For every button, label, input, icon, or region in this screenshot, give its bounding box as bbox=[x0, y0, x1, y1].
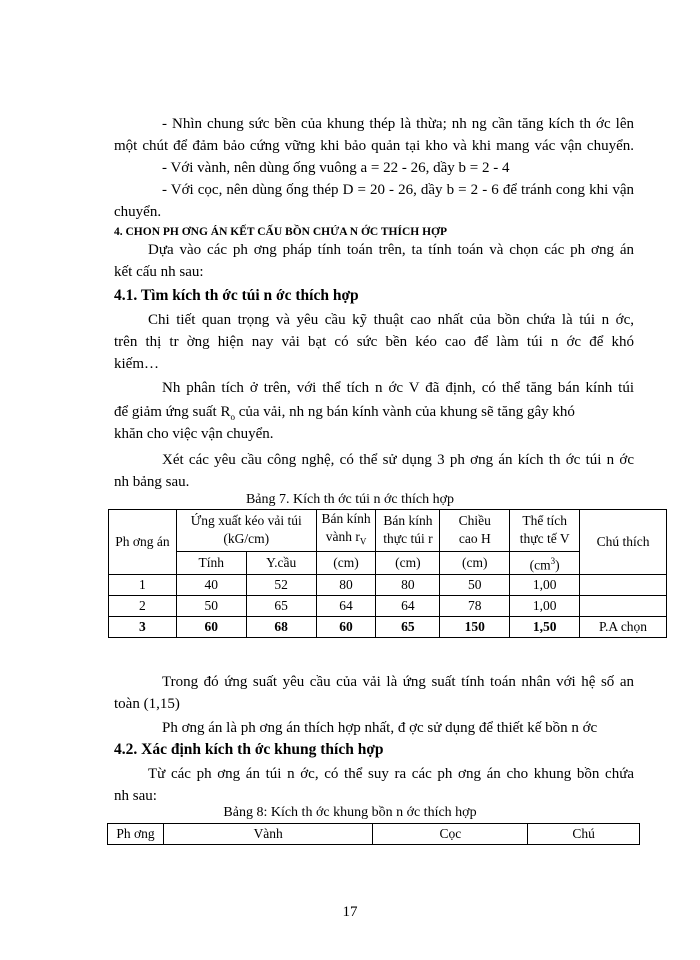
table-cell bbox=[580, 596, 667, 617]
section-heading-4-2: 4.2. Xác định kích th ớc khung thích hợp bbox=[114, 741, 384, 758]
header-cell: Chú bbox=[528, 824, 640, 845]
header-cell bbox=[376, 510, 440, 552]
table-cell: 80 bbox=[376, 575, 440, 596]
header-text: ) bbox=[555, 557, 560, 573]
paragraph-line: một chút để đảm bảo cứng vững khi bảo quản tại kho và khi mang vác vận chuyển. bbox=[114, 138, 634, 154]
header-cell: Vành bbox=[163, 824, 373, 845]
header-cell: Tính bbox=[176, 551, 246, 575]
table-header-row bbox=[108, 824, 640, 845]
subscript: V bbox=[359, 536, 367, 547]
table-cell: 150 bbox=[440, 617, 510, 638]
table-row bbox=[109, 596, 667, 617]
header-cell: (cm) bbox=[316, 551, 376, 575]
header-cell: Ph ơng án bbox=[109, 510, 177, 575]
table-cell: 1,50 bbox=[510, 617, 580, 638]
paragraph-line: Dựa vào các ph ơng pháp tính toán trên, ta tính toán và chọn các ph ơng án bbox=[148, 242, 634, 258]
paragraph-line: Xét các yêu cầu công nghệ, có thể sử dụng 3 ph ơng án kích th ớc túi n ớc bbox=[162, 452, 634, 468]
table-cell: 60 bbox=[316, 617, 376, 638]
table-cell: 65 bbox=[246, 596, 316, 617]
header-cell: Y.cầu bbox=[246, 551, 316, 575]
superscript: 3 bbox=[550, 555, 556, 566]
table-cell: 1,00 bbox=[510, 575, 580, 596]
table-cell: 3 bbox=[109, 617, 177, 638]
table-caption: Bảng 7. Kích th ớc túi n ớc thích hợp bbox=[245, 492, 455, 507]
header-text: (kG/cm) bbox=[223, 531, 270, 547]
paragraph-line: Chi tiết quan trọng và yêu cầu kỹ thuật cao nhất của bồn chứa là túi n ớc, bbox=[148, 312, 634, 328]
page-number: 17 bbox=[342, 904, 358, 920]
table-row bbox=[109, 575, 667, 596]
paragraph-line: nh sau: bbox=[114, 788, 157, 804]
paragraph-line: kết cấu nh sau: bbox=[114, 264, 204, 280]
table-8 bbox=[107, 823, 640, 845]
subscript: o bbox=[230, 412, 235, 422]
table-cell: 64 bbox=[376, 596, 440, 617]
table-cell: 80 bbox=[316, 575, 376, 596]
header-cell bbox=[176, 510, 316, 552]
header-cell: Chú thích bbox=[580, 510, 667, 575]
header-cell bbox=[510, 510, 580, 552]
table-row-selected bbox=[109, 617, 667, 638]
paragraph-line: khăn cho việc vận chuyển. bbox=[114, 426, 274, 442]
paragraph-line: - Với vành, nên dùng ống vuông a = 22 - 26, dầy b = 2 - 4 bbox=[162, 160, 510, 176]
paragraph-line: Trong đó ứng suất yêu cầu của vải là ứng suất tính toán nhân với hệ số an bbox=[162, 674, 634, 690]
section-heading-4-1: 4.1. Tìm kích th ớc túi n ớc thích hợp bbox=[114, 287, 359, 304]
header-text: vành r bbox=[325, 529, 360, 544]
text-run: của vải, nh ng bán kính vành của khung sẽ tăng gây khó bbox=[234, 404, 575, 420]
header-cell bbox=[510, 551, 580, 575]
header-text: thực tế V bbox=[519, 531, 570, 547]
table-cell: 52 bbox=[246, 575, 316, 596]
table-cell: 60 bbox=[176, 617, 246, 638]
header-text: Bán kính bbox=[321, 511, 371, 526]
paragraph-line: - Với cọc, nên dùng ống thép D = 20 - 26, dầy b = 2 - 6 để tránh cong khi vận bbox=[162, 182, 634, 198]
paragraph-line: toàn (1,15) bbox=[114, 696, 180, 712]
paragraph-line: Nh phân tích ở trên, với thể tích n ớc V đã định, có thể tăng bán kính túi bbox=[162, 380, 634, 396]
table-caption: Bảng 8: Kích th ớc khung bồn n ớc thích hợp bbox=[223, 805, 477, 820]
table-cell: 1 bbox=[109, 575, 177, 596]
header-cell: (cm) bbox=[376, 551, 440, 575]
table-cell: 65 bbox=[376, 617, 440, 638]
paragraph-line: chuyển. bbox=[114, 204, 162, 220]
paragraph-line: kiếm… bbox=[114, 356, 159, 372]
header-cell: Ph ơng bbox=[108, 824, 164, 845]
table-cell: 50 bbox=[176, 596, 246, 617]
table-cell: 1,00 bbox=[510, 596, 580, 617]
table-cell: P.A chọn bbox=[580, 617, 667, 638]
paragraph-line: nh bảng sau. bbox=[114, 474, 190, 490]
header-text: (cm bbox=[529, 557, 551, 573]
text-run: để giảm ứng suất R bbox=[114, 404, 231, 420]
paragraph-line: Ph ơng án là ph ơng án thích hợp nhất, đ ợc sử dụng để thiết kế bồn n ớc bbox=[162, 720, 598, 736]
paragraph-line: trên thị tr ờng hiện nay vải bạt có sức bền kéo cao để làm túi n ớc để khó bbox=[114, 334, 634, 350]
header-text: Ứng xuất kéo vải túi bbox=[190, 513, 302, 529]
paragraph-line: - Nhìn chung sức bền của khung thép là thừa; nh ng cần tăng kích th ớc lên bbox=[162, 116, 634, 132]
header-cell: Cọc bbox=[373, 824, 528, 845]
table-cell: 50 bbox=[440, 575, 510, 596]
section-heading-4: 4. CHON PH ƠNG ÁN KẾT CẤU BỒN CHỨA N ỚC THÍCH HỢP bbox=[114, 226, 447, 238]
header-text: Chiều bbox=[458, 513, 491, 529]
header-cell bbox=[316, 510, 376, 552]
table-cell: 68 bbox=[246, 617, 316, 638]
paragraph-line: Từ các ph ơng án túi n ớc, có thể suy ra các ph ơng án cho khung bồn chứa bbox=[148, 766, 634, 782]
table-cell: 2 bbox=[109, 596, 177, 617]
table-cell: 64 bbox=[316, 596, 376, 617]
table-7 bbox=[108, 509, 667, 638]
header-text: Bán kính bbox=[383, 513, 433, 529]
table-cell bbox=[580, 575, 667, 596]
header-text: thực túi r bbox=[383, 531, 433, 547]
header-text: Thể tích bbox=[522, 513, 567, 529]
header-cell: (cm) bbox=[440, 551, 510, 575]
header-text: cao H bbox=[458, 531, 491, 547]
header-cell bbox=[440, 510, 510, 552]
table-cell: 78 bbox=[440, 596, 510, 617]
table-cell: 40 bbox=[176, 575, 246, 596]
